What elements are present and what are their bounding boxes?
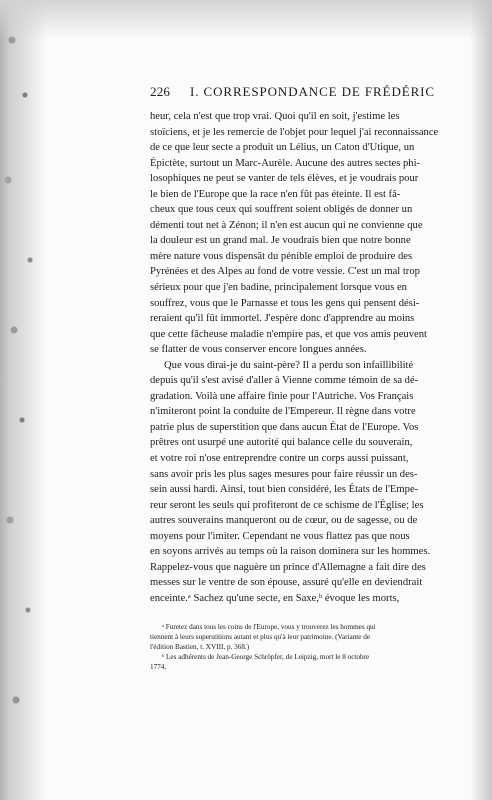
text-line: stoïciens, et je les remercie de l'objet pour lequel j'ai reconnaissance [150,126,439,138]
text-line: se flatter de vous conserver encore longues années. [150,344,367,356]
page-number: 226 [150,84,171,99]
paragraph-start-line: Que vous dirai-je du saint-père? Il a perdu son infaillibilité [164,359,414,371]
scan-top-shadow [0,0,492,40]
text-line: et votre roi n'ose entreprendre contre un corps aussi puissant, [150,453,409,465]
text-line: gradation. Voilà une affaire finie pour l'Autriche. Vos Français [150,390,414,402]
text-line: enceinte.ᵃ Sachez qu'une secte, en Saxe,ᵇ évoque les morts, [150,592,400,604]
text-line: sein aussi hardi. Ainsi, tout bien considéré, les États de l'Empe- [150,484,419,496]
text-line: cheux que tous ceux qui souffrent soient obligés de donner un [150,204,413,216]
footnotes [150,622,484,673]
main-text [150,109,484,607]
text-line: de ce que leur secte a produit un Lélius, un Caton d'Utique, un [150,142,415,154]
text-line: autres souverains manqueront ou de cœur, ou de sagesse, ou de [150,515,418,527]
text-line: sérieux pour que j'en badine, principalement lorsque vous en [150,282,407,294]
text-line: prêtres ont usurpé une autorité qui balance celle du souverain, [150,437,413,449]
text-line: sans avoir pris les plus sages mesures pour faire réussir un des- [150,468,418,480]
text-line: messes sur le ventre de son épouse, assuré qu'elle en deviendrait [150,577,423,589]
scan-binding-edge [0,0,44,800]
text-line: moyens pour l'imiter. Cependant ne vous flattez pas que nous [150,530,410,542]
text-line: reur seront les seuls qui profiteront de ce schisme de l'Église; les [150,499,424,511]
text-line: démenti tout net à Zénon; il n'en est aucun qui ne convienne que [150,219,423,231]
text-line: le bien de l'Europe que la race n'en fût pas éteinte. Il est fâ- [150,188,401,200]
text-line: Épictète, surtout un Marc-Aurèle. Aucune des autres sectes phi- [150,157,421,169]
text-line: Rappelez-vous que naguère un prince d'Allemagne a fait dire des [150,561,426,573]
text-line: en soyons arrivés au temps où la raison dominera sur les hommes. [150,546,431,558]
running-header [150,84,484,104]
text-line: mère nature vous dispensât du pénible emploi de produire des [150,250,413,262]
book-page [150,84,484,673]
footnote-b: ᵇ Les adhérents de Jean-George Schröpfer, de Leipzig, mort le 8 octobre [162,653,370,662]
footnote-line: tiennent à leurs superstitions autant et plus qu'à leur patrimoine. (Variante de [150,632,371,641]
footnote-line: 1774. [150,663,167,672]
text-line: depuis qu'il s'est avisé d'aller à Vienne comme témoin de sa dé- [150,375,419,387]
text-line: Pyrénées et des Alpes au fond de votre vessie. C'est un mal trop [150,266,420,278]
footnote-a: ᵃ Furetez dans tous les coins de l'Europe, vous y trouverez les hommes qui [162,622,376,631]
text-line: la douleur est un grand mal. Je voudrais bien que notre bonne [150,235,411,247]
text-line: patrie plus de superstition que dans aucun État de l'Europe. Vos [150,421,419,433]
text-line: heur, cela n'est que trop vrai. Quoi qu'il en soit, j'estime les [150,111,400,122]
text-line: losophiques ne peut se vanter de tels élèves, et je voudrais pour [150,173,419,185]
text-line: reraient qu'il fût immortel. J'espère donc d'apprendre au moins [150,313,415,325]
text-line: n'imiteront point la conduite de l'Empereur. Il règne dans votre [150,406,416,418]
text-line: souffrez, vous que le Parnasse et tous les gens qui pensent dési- [150,297,420,309]
footnote-line: l'édition Bastien, t. XVIII, p. 368.) [150,642,250,651]
text-line: que cette fâcheuse maladie n'empire pas, et que vos amis peuvent [150,328,427,340]
running-title: I. CORRESPONDANCE DE FRÉDÉRIC [190,84,435,99]
